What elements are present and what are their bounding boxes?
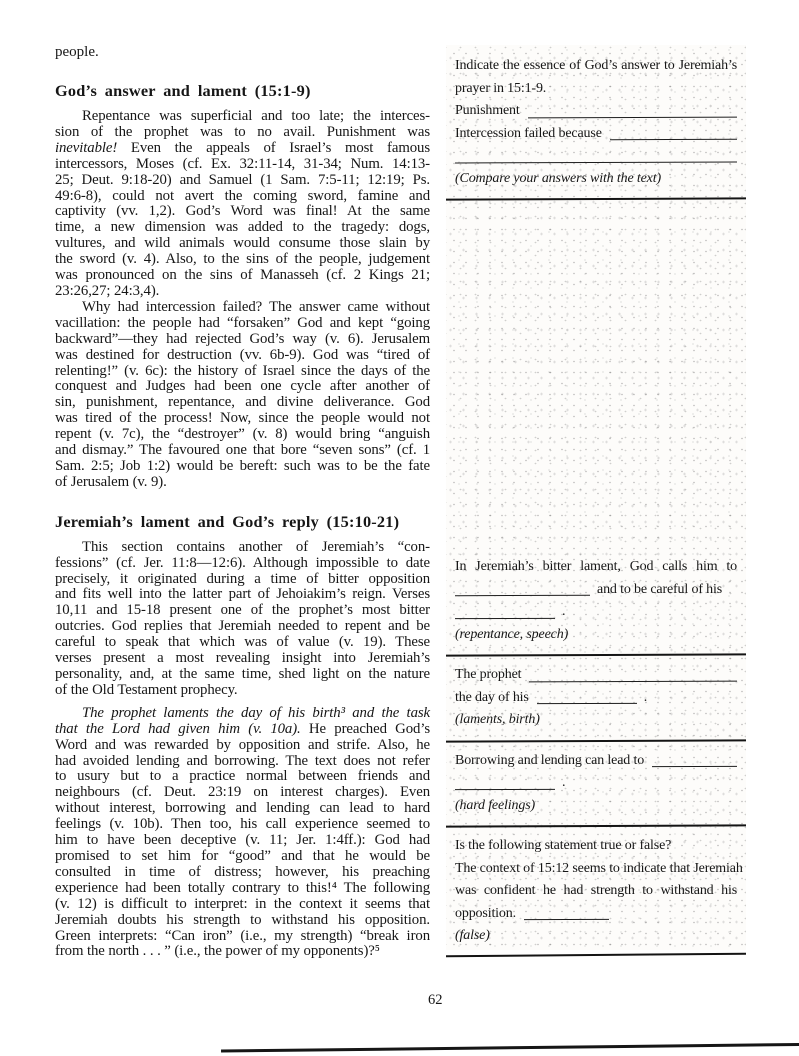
- body-line: relenting!” (v. 6c): the history of Israel since the days of the: [55, 362, 430, 379]
- body-line: 23:26,27; 24:3,4).: [55, 282, 160, 299]
- question-text-line: The context of 15:12 seems to indicate that Jeremiah: [455, 860, 743, 876]
- answer-hint-line: (repentance, speech): [455, 626, 569, 642]
- fill-in-line: [455, 100, 737, 123]
- body-line: (v. 12) is difficult to interpret: in the context it seems that: [55, 895, 430, 912]
- answer-hint-line: (hard feelings): [455, 797, 536, 813]
- body-line: Sam. 2:5; Job 1:2) would be bereft: such was to be the fate: [55, 457, 430, 474]
- body-line: 49:6-8), could not avert the coming sword, famine and: [55, 187, 430, 204]
- fill-in-label: Intercession failed because: [455, 125, 602, 141]
- body-line: conquest and Judges had been one cycle after another of: [55, 378, 430, 395]
- body-line: was pronounced on the sins of Manasseh (cf. 2 Kings 21;: [55, 267, 430, 284]
- body-line: Jeremiah doubts his strength to withstand his opposition.: [55, 911, 430, 928]
- body-line: the sword (v. 4). Also, to the sins of the people, judgement: [55, 251, 430, 268]
- fill-in-label: Punishment: [455, 103, 520, 118]
- body-line: that the Lord had given him (v. 10a). He preached God’s: [55, 720, 430, 737]
- paragraph: [55, 540, 430, 699]
- body-line: backward”—they had rejected God’s way (v. 6). Jerusalem: [55, 330, 430, 347]
- fill-in-line: [455, 123, 737, 146]
- body-line: sion of the prophet was to no avail. Punishment was: [55, 123, 430, 140]
- fill-in-label: Borrowing and lending can lead to: [455, 752, 645, 768]
- body-line: personality, and, at the same time, shed light on the nature: [55, 666, 430, 682]
- section: [55, 81, 430, 491]
- body-line: Why had intercession failed? The answer came without: [82, 298, 430, 315]
- section-heading: Jeremiah’s lament and God’s reply (15:10-21): [55, 511, 400, 531]
- body-line: 25; Deut. 9:18-20) and Samuel (1 Sam. 7:5-11; 12:19; Ps.: [55, 171, 430, 188]
- body-line: was tired of the process! Now, since the people would not: [55, 410, 430, 427]
- fill-in-line: [455, 579, 737, 602]
- fill-in-line: [455, 145, 737, 168]
- divider-rule: [446, 197, 746, 200]
- paragraph: [55, 300, 430, 491]
- body-line: captivity (vv. 1,2). God’s Word was final! At the same: [55, 203, 430, 220]
- blank-rule: [524, 919, 609, 920]
- body-line: 10,11 and 15-18 present one of the prophet’s most bitter: [55, 602, 430, 619]
- body-line: and dismay.” The favoured one that bore “seven sons” (cf. 1: [55, 442, 430, 459]
- body-sections: [55, 81, 430, 960]
- body-line: repent (v. 7c), the “destroyer” (v. 8) would bring “anguish: [55, 426, 430, 443]
- question-text-line: Indicate the essence of God’s answer to Jeremiah’s: [455, 58, 737, 73]
- body-line: of Jerusalem (v. 9).: [55, 473, 167, 490]
- question-text-line: Is the following statement true or false?: [455, 838, 672, 853]
- divider-rule: [446, 653, 746, 656]
- blank-rule: [455, 788, 555, 789]
- body-line: neighbours (cf. Deut. 23:19 on interest charges). Even: [55, 784, 430, 801]
- body-line: him to have been deceptive (v. 11; Jer. 1:4ff.): God had: [55, 832, 430, 849]
- body-line: consulted in time of distress; however, his preaching: [55, 863, 430, 880]
- continuation-text: people.: [55, 44, 99, 60]
- blank-rule: [528, 116, 737, 118]
- left-column: [55, 44, 430, 960]
- body-line: vacillation: the people had “forsaken” God and kept “going: [55, 314, 430, 331]
- empty-note-space: [455, 208, 737, 556]
- fill-in-label: The prophet: [455, 667, 522, 682]
- body-line: without interest, borrowing and lending can lead to hard: [55, 800, 430, 817]
- fill-in-line: [455, 687, 737, 710]
- body-line: inevitable! Even the appeals of Israel’s most famous: [55, 139, 430, 156]
- answer-hint-line: (Compare your answers with the text): [455, 170, 662, 186]
- body-line: Repentance was superficial and too late; the interces-: [82, 108, 430, 124]
- fill-in-line: [455, 601, 737, 624]
- blank-rule: [610, 139, 737, 140]
- divider-rule: [446, 824, 746, 827]
- blank-rule: [455, 595, 590, 596]
- fill-in-label: .: [562, 604, 566, 619]
- fill-in-line: [455, 664, 737, 687]
- body-line: fessions” (cf. Jer. 11:8—12:6). Although impossible to date: [55, 554, 430, 571]
- body-line: feelings (v. 10b). Then too, his call experience seemed to: [55, 816, 430, 833]
- blank-rule: [455, 617, 555, 618]
- fill-in-label: and to be careful of his: [597, 581, 723, 597]
- blank-rule: [652, 766, 737, 767]
- paragraph: [55, 109, 430, 300]
- fill-in-line: [455, 772, 737, 795]
- study-questions-panel: [446, 45, 746, 950]
- fill-in-label: .: [643, 689, 648, 705]
- fill-in-label: .: [562, 775, 566, 790]
- body-line: precisely, it originated during a time of bitter opposition: [55, 570, 430, 587]
- page-number: 62: [428, 992, 443, 1008]
- divider-rule: [446, 739, 746, 742]
- body-line: had avoided lending and borrowing. The text does not refer: [55, 752, 430, 769]
- bottom-rule: [221, 1043, 799, 1053]
- body-line: to usury but to a practice normal between friends and: [55, 768, 430, 785]
- body-line: This section contains another of Jeremiah’s “con-: [82, 538, 430, 555]
- fill-in-label: the day of his: [455, 689, 529, 705]
- body-line: vultures, and wild animals would consume those slain by: [55, 235, 430, 252]
- answer-hint-line: (false): [455, 928, 490, 943]
- blank-rule: [455, 161, 737, 163]
- body-line: Green interprets: “Can iron” (i.e., my strength) “break iron: [55, 927, 430, 944]
- answer-hint-line: (laments, birth): [455, 712, 540, 727]
- body-line: time, a new dimension was added to the tragedy: dogs,: [55, 219, 430, 236]
- body-line: verses present a most revealing insight into Jeremiah’s: [55, 650, 430, 667]
- body-line: The prophet laments the day of his birth³ and the task: [82, 704, 430, 721]
- body-line: from the north . . . ” (i.e., the power of my opponents)?⁵: [55, 943, 380, 960]
- section-heading: God’s answer and lament (15:1-9): [55, 81, 311, 100]
- fill-in-line: [455, 903, 737, 926]
- body-line: intercessors, Moses (cf. Ex. 32:11-14, 31-34; Num. 14:13-: [55, 155, 430, 172]
- fill-in-label: opposition.: [455, 905, 516, 921]
- body-line: and fits well into the latter part of Jehoiakim’s reign. Verses: [55, 586, 430, 603]
- body-line: Word and was rewarded by opposition and strife. Also, he: [55, 736, 430, 753]
- fill-in-line: [455, 750, 737, 773]
- question-text-line: was confident he had strength to withstand his: [455, 883, 737, 898]
- blank-rule: [537, 703, 637, 704]
- body-line: was destined for destruction (vv. 6b-9). God was “tired of: [55, 346, 430, 363]
- body-line: of the Old Testament prophecy.: [55, 681, 238, 698]
- blank-rule: [529, 680, 737, 682]
- divider-rule: [446, 952, 746, 957]
- section: [55, 512, 430, 961]
- body-line: sin, punishment, repentance, and divine deliverance. God: [55, 394, 430, 411]
- body-line: careful to speak that which was of value (v. 19). These: [55, 634, 430, 651]
- paragraph: [55, 706, 430, 961]
- body-line: promised to set him for “good” and that he would be: [55, 847, 430, 864]
- body-line: outcries. God replies that Jeremiah needed to repent and be: [55, 618, 430, 635]
- question-text-line: prayer in 15:1-9.: [455, 80, 547, 96]
- question-text-line: In Jeremiah’s bitter lament, God calls him to: [455, 559, 737, 574]
- body-line: experience had been totally contrary to this!⁴ The following: [55, 879, 430, 896]
